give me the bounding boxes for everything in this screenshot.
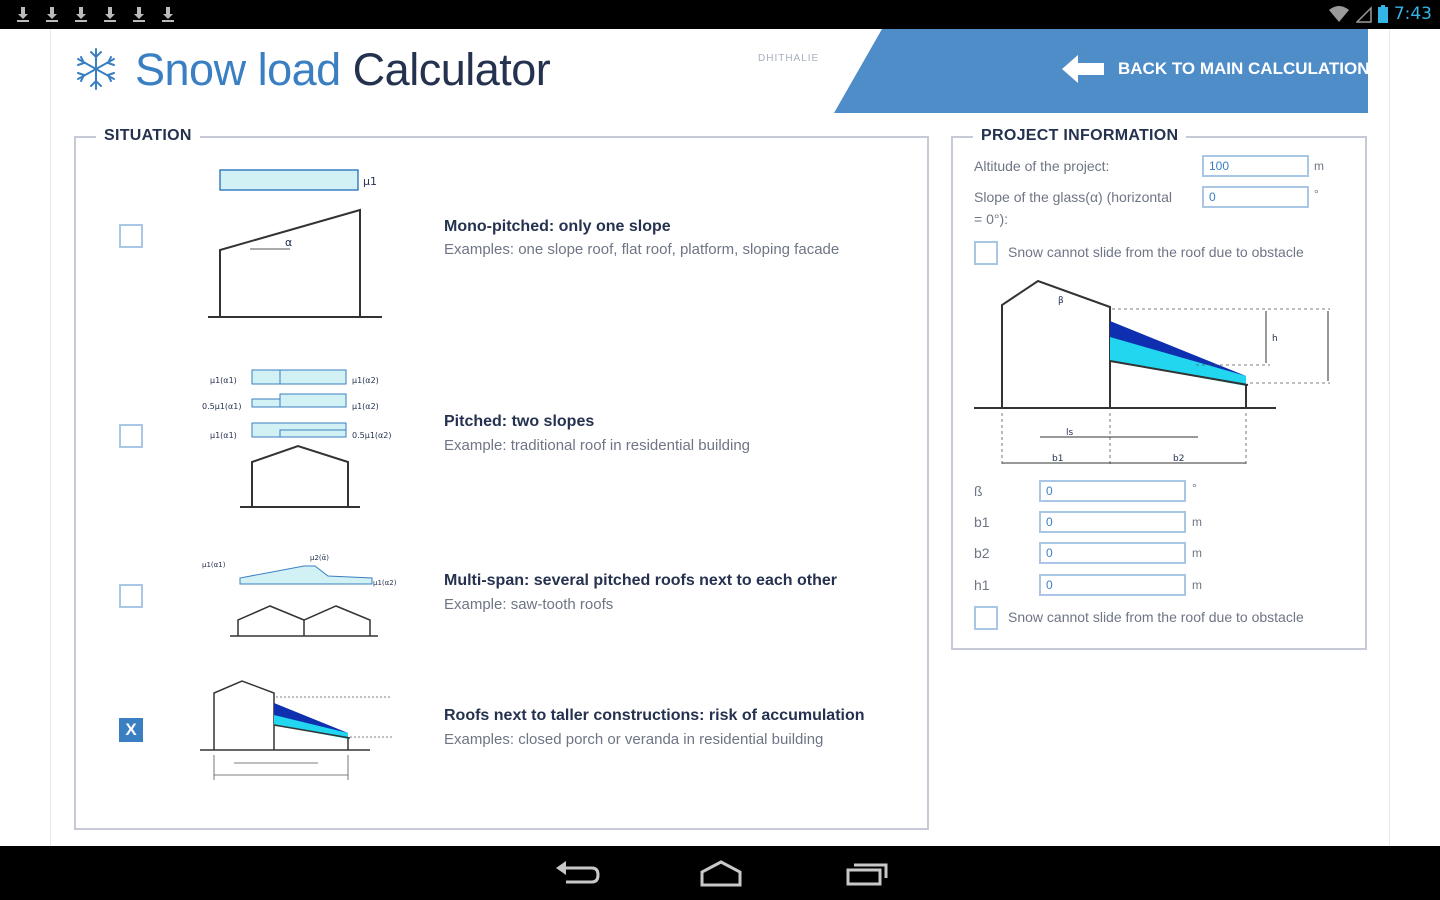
svg-text:μ1(α1): μ1(α1) <box>210 376 237 385</box>
pitched-diagram <box>200 362 400 512</box>
back-icon[interactable] <box>552 858 602 888</box>
download-icon <box>14 5 32 23</box>
svg-text:0.5μ1(α2): 0.5μ1(α2) <box>352 431 392 440</box>
page-title <box>135 44 550 96</box>
recent-apps-icon[interactable] <box>842 858 892 888</box>
download-icon <box>101 5 119 23</box>
option-mono-pitched-title: Mono-pitched: only one slope <box>444 218 671 235</box>
navigation-bar <box>0 846 1440 900</box>
download-icon <box>130 5 148 23</box>
svg-text:0.5μ1(α1): 0.5μ1(α1) <box>202 402 242 411</box>
b2-input[interactable]: 0 <box>1039 542 1186 564</box>
status-clock: 7:43 <box>1393 4 1432 24</box>
status-bar <box>0 0 1440 29</box>
svg-text:ls: ls <box>1066 428 1074 438</box>
option-taller-construction-checkbox[interactable] <box>119 718 143 742</box>
h1-input[interactable]: 0 <box>1039 574 1186 596</box>
option-pitched-description: Example: traditional roof in residential building <box>444 437 751 454</box>
title-part-calculator: Calculator <box>352 44 551 95</box>
option-pitched-title: Pitched: two slopes <box>444 413 595 430</box>
svg-text:α: α <box>285 236 293 249</box>
svg-text:h: h <box>1272 334 1278 344</box>
b1-label: b1 <box>974 514 990 530</box>
svg-text:b1: b1 <box>1052 454 1064 464</box>
svg-text:β: β <box>1058 296 1064 306</box>
h1-unit: m <box>1192 578 1202 592</box>
download-icon <box>43 5 61 23</box>
wifi-icon <box>1328 5 1350 23</box>
option-multi-span-title: Multi-span: several pitched roofs next to each other <box>444 572 837 589</box>
b1-input[interactable]: 0 <box>1039 511 1186 533</box>
taller-construction-diagram <box>200 675 400 785</box>
option-mono-pitched-checkbox[interactable] <box>119 224 143 248</box>
check-mark: X <box>125 720 137 739</box>
svg-text:μ1(α2): μ1(α2) <box>352 402 379 411</box>
svg-text:μ1(α1): μ1(α1) <box>210 431 237 440</box>
obstacle-label-2: Snow cannot slide from the roof due to obstacle <box>1008 609 1304 625</box>
option-multi-span-description: Example: saw-tooth roofs <box>444 596 614 613</box>
svg-text:μ2(ᾱ): μ2(ᾱ) <box>310 554 329 562</box>
obstacle-label: Snow cannot slide from the roof due to obstacle <box>1008 244 1304 260</box>
altitude-unit: m <box>1314 159 1324 173</box>
beta-label: ß <box>974 483 983 499</box>
notification-area <box>14 5 177 23</box>
obstacle-checkbox[interactable] <box>974 241 998 265</box>
back-to-main-label: BACK TO MAIN CALCULATION <box>1118 59 1370 78</box>
altitude-input[interactable]: 100 <box>1202 155 1309 177</box>
svg-text:μ1(α2): μ1(α2) <box>352 376 379 385</box>
slope-input[interactable]: 0 <box>1202 186 1309 208</box>
brand-logo-text: DHITHALIE <box>758 53 820 64</box>
arrow-left-icon <box>1062 54 1106 84</box>
project-information-legend: PROJECT INFORMATION <box>973 127 1186 145</box>
signal-icon <box>1356 5 1372 23</box>
option-pitched-checkbox[interactable] <box>119 424 143 448</box>
slope-unit: ° <box>1314 187 1319 201</box>
system-tray <box>1328 4 1432 24</box>
b1-unit: m <box>1192 515 1202 529</box>
snowflake-icon <box>72 46 120 92</box>
b2-label: b2 <box>974 545 990 561</box>
altitude-label: Altitude of the project: <box>974 158 1110 174</box>
battery-icon <box>1378 5 1388 23</box>
multi-span-diagram <box>200 548 400 640</box>
title-part-snow-load: Snow load <box>135 44 341 95</box>
option-taller-construction-description: Examples: closed porch or veranda in residential building <box>444 731 824 748</box>
beta-unit: ° <box>1192 481 1197 495</box>
svg-text:μ1: μ1 <box>363 175 377 188</box>
option-multi-span-checkbox[interactable] <box>119 584 143 608</box>
situation-legend: SITUATION <box>96 127 200 145</box>
obstacle-checkbox-2[interactable] <box>974 606 998 630</box>
h1-label: h1 <box>974 577 990 593</box>
beta-input[interactable]: 0 <box>1039 480 1186 502</box>
back-to-main-button[interactable] <box>1062 50 1370 88</box>
slope-label-line-1: Slope of the glass(α) (horizontal <box>974 189 1172 205</box>
slope-label-line-2: = 0°): <box>974 211 1009 227</box>
svg-text:μ1(α1): μ1(α1) <box>202 561 226 569</box>
b2-unit: m <box>1192 546 1202 560</box>
option-mono-pitched-description: Examples: one slope roof, flat roof, platform, sloping facade <box>444 241 840 258</box>
download-icon <box>72 5 90 23</box>
home-icon[interactable] <box>696 858 746 888</box>
download-icon <box>159 5 177 23</box>
accumulation-diagram <box>970 275 1340 475</box>
mono-pitched-diagram <box>200 165 400 325</box>
svg-text:μ1(α2): μ1(α2) <box>373 579 397 587</box>
option-taller-construction-title: Roofs next to taller constructions: risk of accumulation <box>444 707 865 724</box>
svg-text:b2: b2 <box>1173 454 1185 464</box>
